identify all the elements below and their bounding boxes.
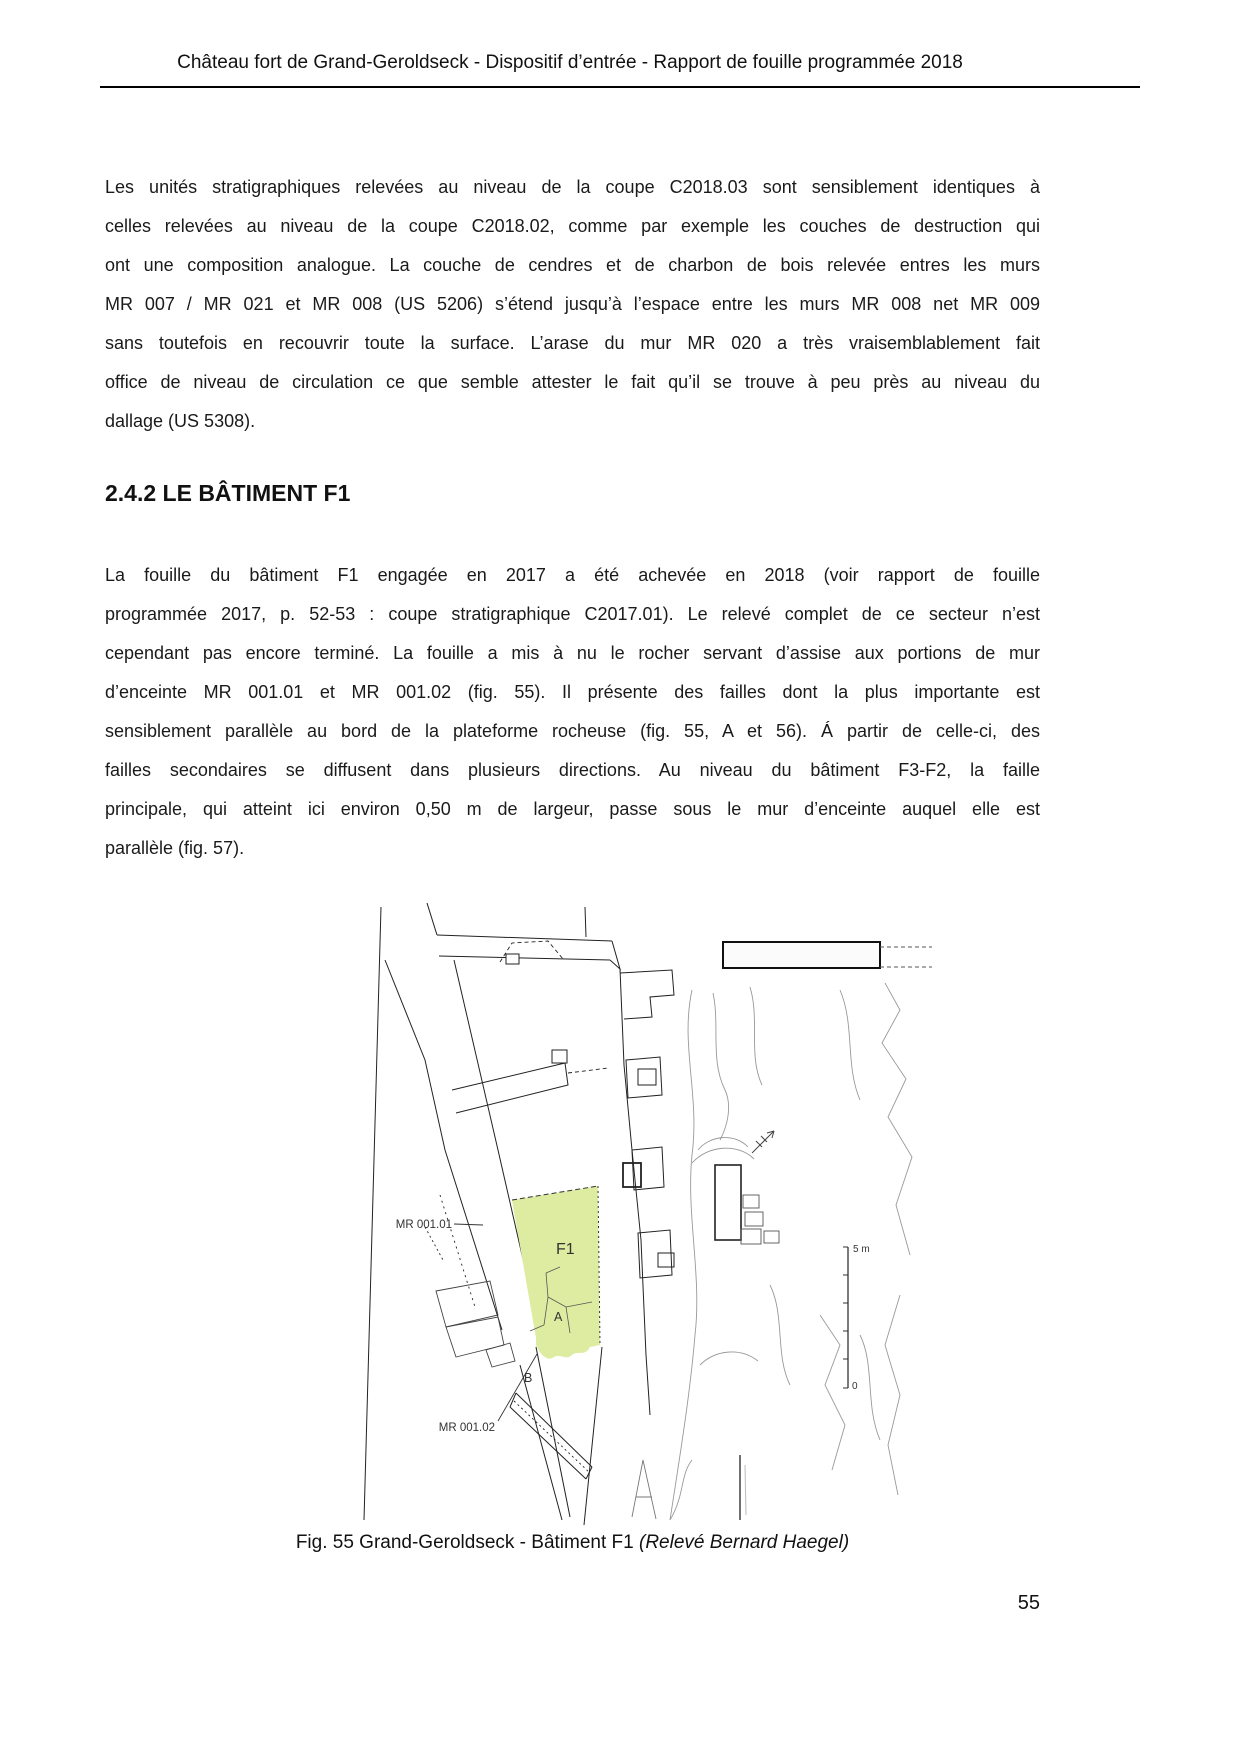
paragraph-line: dallage (US 5308). [105,411,256,431]
paragraph-line: cependant pas encore terminé. La fouille a mis à nu le rocher servant d’assise aux portions de mur [105,643,1040,663]
paragraph-line: MR 007 / MR 021 et MR 008 (US 5206) s’étend jusqu’à l’espace entre les murs MR 008 net MR 009 [105,294,1040,314]
page-number: 55 [1017,1592,1040,1614]
wall-mr-001-02 [516,1393,592,1467]
header-divider [100,86,1140,88]
paragraph-line: d’enceinte MR 001.01 et MR 001.02 (fig. 55). Il présente des failles dont la plus importante est [105,682,1040,702]
paragraph-line: parallèle (fig. 57). [105,838,245,858]
label-f1: F1 [556,1241,575,1258]
scale-bar [843,1244,870,1392]
paragraph-stratigraphy [105,168,1040,441]
label-mr-001-01: MR 001.01 [395,1219,452,1231]
scale-label-top: 5 m [853,1244,870,1255]
wall-mr-001-01 [385,960,502,1330]
page-header-title: Château fort de Grand-Geroldseck - Dispositif d’entrée - Rapport de fouille programmée 2018 [177,52,963,73]
section-heading: 2.4.2 LE BÂTIMENT F1 [105,480,351,506]
paragraph-line: La fouille du bâtiment F1 engagée en 2017 a été achevée en 2018 (voir rapport de fouille [105,565,1040,585]
wall-stones [436,1281,515,1367]
north-arrow-icon [752,1131,774,1153]
paragraph-line: principale, qui atteint ici environ 0,50 m de largeur, passe sous le mur d’enceinte auquel elle est [105,799,1040,819]
paragraph-line: office de niveau de circulation ce que semble attester le fait qu’il se trouve à peu près au niveau du [105,372,1040,392]
building-fragment [715,1165,779,1520]
f1-highlight-area [512,1186,600,1359]
paragraph-line: celles relevées au niveau de la coupe C2018.02, comme par exemple les couches de destruction qui [105,216,1040,236]
figure-caption-text: Fig. 55 Grand-Geroldseck - Bâtiment F1 [295,1532,639,1553]
plan-left-wall-line [364,907,381,1520]
rock-contours [632,983,912,1520]
label-a: A [554,1310,563,1324]
label-mr-001-02: MR 001.02 [438,1422,495,1434]
figure-caption [105,1532,1040,1554]
upper-wall-fragment [723,942,932,968]
scale-label-bottom: 0 [852,1381,858,1392]
paragraph-line: programmée 2017, p. 52-53 : coupe stratigraphique C2017.01). Le relevé complet de ce secteur n’est [105,604,1040,624]
paragraph-line: failles secondaires se diffusent dans plusieurs directions. Au niveau du bâtiment F3-F2, la faille [105,760,1040,780]
paragraph-line: sensiblement parallèle au bord de la plateforme rocheuse (fig. 55, A et 56). Á partir de celle-ci, des [105,721,1040,741]
paragraph-batiment-f1 [105,556,1040,868]
figure-caption-credit: (Relevé Bernard Haegel) [639,1532,850,1553]
plan-drawing [340,895,960,1535]
paragraph-line: ont une composition analogue. La couche de cendres et de charbon de bois relevée entres les murs [105,255,1040,275]
paragraph-line: sans toutefois en recouvrir toute la surface. L’arase du mur MR 020 a très vraisemblablement fait [105,333,1040,353]
label-b: B [524,1371,533,1385]
paragraph-line: Les unités stratigraphiques relevées au niveau de la coupe C2018.03 sont sensiblement identiques à [105,177,1040,197]
figure-plan-batiment-f1 [340,895,960,1535]
